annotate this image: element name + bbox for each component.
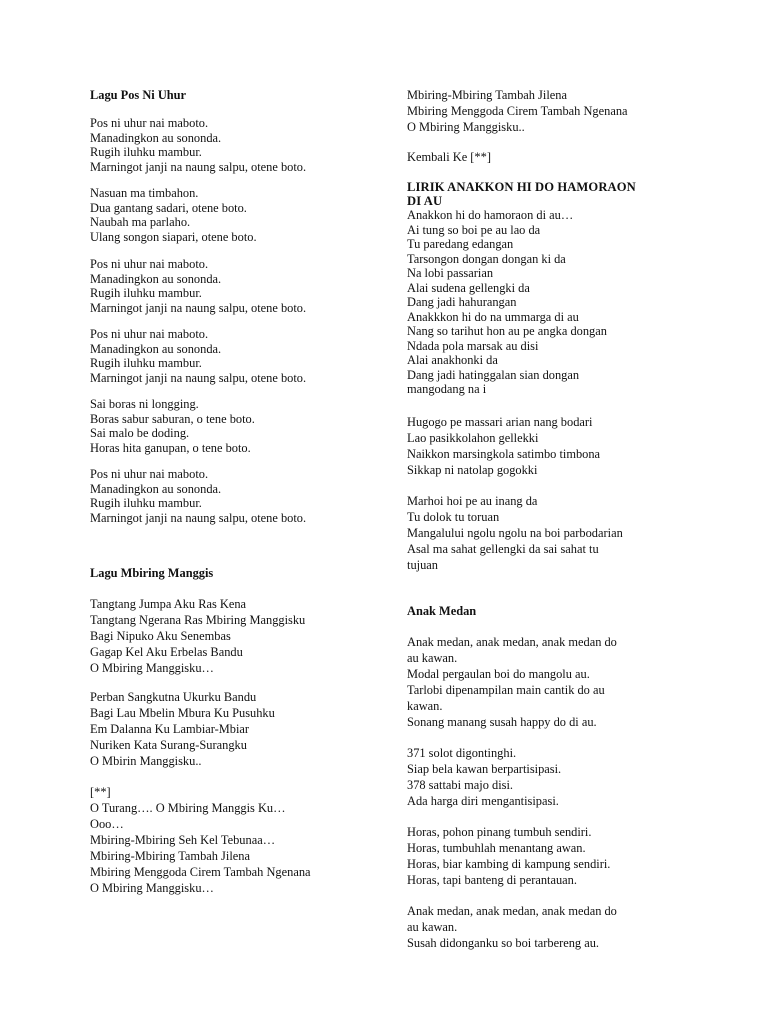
lyric-line: Marningot janji na naung salpu, otene boto.: [90, 300, 307, 315]
lyric-line: au kawan.: [407, 651, 458, 665]
lyric-line: Nuriken Kata Surang-Surangku: [90, 738, 247, 752]
lyric-line: Dua gantang sadari, otene boto.: [90, 200, 247, 215]
lyric-line: Anak medan, anak medan, anak medan do: [407, 635, 617, 649]
stanza: [90, 689, 380, 769]
lyric-line: O Turang…. O Mbiring Manggis Ku…: [90, 801, 286, 815]
lyric-line: Horas, tapi banteng di perantauan.: [407, 873, 577, 887]
lyric-line: Na lobi passarian: [407, 266, 494, 280]
stanza: [407, 824, 697, 888]
song-title-line: LIRIK ANAKKON HI DO HAMORAON: [407, 180, 636, 194]
lyric-line: Anak medan, anak medan, anak medan do: [407, 904, 617, 918]
stanza: [407, 87, 697, 135]
lyric-line: Tangtang Ngerana Ras Mbiring Manggisku: [90, 613, 306, 627]
lyric-line: Tu dolok tu toruan: [407, 510, 500, 524]
lyric-line: Sonang manang susah happy do di au.: [407, 715, 597, 729]
lyric-line: Rugih iluhku mambur.: [90, 356, 202, 370]
stanza: [407, 493, 697, 573]
lyric-line: Mbiring-Mbiring Seh Kel Tebunaa…: [90, 833, 276, 847]
lyric-line: au kawan.: [407, 920, 458, 934]
lyric-line: Lao pasikkolahon gellekki: [407, 431, 539, 445]
song-title-anakkon-hi-do-hamoraon: [407, 180, 697, 208]
lyric-line: Mbiring Menggoda Cirem Tambah Ngenana: [90, 865, 311, 879]
lyric-line: Rugih iluhku mambur.: [90, 496, 202, 510]
lyric-line: Sikkap ni natolap gogokki: [407, 463, 538, 477]
lyric-line: Nasuan ma timbahon.: [90, 186, 199, 200]
song-title-mbiring-manggis: Lagu Mbiring Manggis: [90, 566, 214, 580]
song-title-anak-medan: Anak Medan: [407, 604, 477, 618]
stanza: [90, 186, 380, 244]
lyric-line: Pos ni uhur nai maboto.: [90, 257, 209, 271]
lyric-line: Anakkkon hi do na ummarga di au: [407, 309, 579, 324]
lyric-line: Marhoi hoi pe au inang da: [407, 494, 538, 508]
lyric-line: Tarsongon dongan dongan ki da: [407, 251, 566, 266]
lyric-line: 378 sattabi majo disi.: [407, 778, 513, 792]
lyric-line: Ai tung so boi pe au lao da: [407, 222, 541, 237]
lyric-line: Susah didonganku so boi tarbereng au.: [407, 936, 600, 950]
lyric-line: Sai malo be doding.: [90, 426, 190, 440]
lyric-line: Marningot janji na naung salpu, otene boto.: [90, 370, 307, 385]
lyric-line: Em Dalanna Ku Lambiar-Mbiar: [90, 722, 250, 736]
lyric-line: Mbiring-Mbiring Tambah Jilena: [90, 849, 250, 863]
stanza: [90, 397, 380, 455]
stanza: [90, 596, 380, 676]
lyric-line: Siap bela kawan berpartisipasi.: [407, 762, 562, 776]
lyric-line: Ooo…: [90, 817, 124, 831]
lyric-line: Horas, tumbuhlah menantang awan.: [407, 841, 586, 855]
lyric-line: Manadingkon au sononda.: [90, 341, 222, 356]
lyric-line: Mangalului ngolu ngolu na boi parbodarian: [407, 526, 623, 540]
lyric-line: O Mbiring Manggisku…: [90, 661, 214, 675]
lyric-line: Boras sabur saburan, o tene boto.: [90, 411, 255, 426]
lyric-line: Pos ni uhur nai maboto.: [90, 116, 209, 130]
stanza: [407, 903, 697, 951]
repeat-instruction: Kembali Ke [**]: [407, 150, 491, 164]
lyric-line: Dang jadi hahurangan: [407, 295, 517, 309]
lyric-line: Naubah ma parlaho.: [90, 215, 191, 229]
lyric-line: Anakkon hi do hamoraon di au…: [407, 208, 574, 222]
lyric-line: kawan.: [407, 699, 443, 713]
lyric-line: Gagap Kel Aku Erbelas Bandu: [90, 645, 243, 659]
stanza: [90, 467, 380, 525]
lyric-line: Marningot janji na naung salpu, otene boto.: [90, 159, 307, 174]
lyric-line: Manadingkon au sononda.: [90, 271, 222, 286]
stanza: [90, 784, 380, 896]
lyric-line: Horas, biar kambing di kampung sendiri.: [407, 857, 611, 871]
stanza: [90, 327, 380, 385]
lyric-line: O Mbiring Manggisku…: [90, 881, 214, 895]
lyric-line: Naikkon marsingkola satimbo timbona: [407, 447, 601, 461]
lyric-line: Alai anakhonki da: [407, 353, 498, 367]
lyric-line: Tu paredang edangan: [407, 237, 514, 251]
lyric-line: Perban Sangkutna Ukurku Bandu: [90, 690, 257, 704]
lyric-line: 371 solot digontinghi.: [407, 746, 517, 760]
lyric-line: Mbiring-Mbiring Tambah Jilena: [407, 88, 567, 102]
stanza: [407, 634, 697, 730]
lyric-line: Mbiring Menggoda Cirem Tambah Ngenana: [407, 104, 628, 118]
stanza: [407, 414, 697, 478]
lyric-line: tujuan: [407, 558, 438, 572]
lyric-line: Alai sudena gellengki da: [407, 280, 530, 295]
lyric-line: Hugogo pe massari arian nang bodari: [407, 415, 593, 429]
lyric-line: mangodang na i: [407, 382, 487, 396]
lyric-line: Ada harga diri mengantisipasi.: [407, 794, 559, 808]
lyric-line: Tangtang Jumpa Aku Ras Kena: [90, 597, 247, 611]
lyric-line: Ulang songon siapari, otene boto.: [90, 229, 257, 244]
lyric-line: Modal pergaulan boi do mangolu au.: [407, 667, 590, 681]
lyric-line: Ndada pola marsak au disi: [407, 338, 539, 353]
lyric-line: Rugih iluhku mambur.: [90, 286, 202, 300]
lyric-line: O Mbiring Manggisku..: [407, 120, 525, 134]
lyric-line: Bagi Nipuko Aku Senembas: [90, 629, 231, 643]
lyric-line: Tarlobi dipenampilan main cantik do au: [407, 683, 605, 697]
lyric-line: Bagi Lau Mbelin Mbura Ku Pusuhku: [90, 706, 275, 720]
lyric-line: Sai boras ni longging.: [90, 397, 199, 411]
stanza: [90, 257, 380, 315]
lyric-line: Manadingkon au sononda.: [90, 130, 222, 145]
lyric-line: O Mbirin Manggisku..: [90, 754, 202, 768]
lyric-line: Nang so tarihut hon au pe angka dongan: [407, 324, 607, 338]
song-title-pos-ni-uhur: Lagu Pos Ni Uhur: [90, 88, 187, 102]
stanza: [90, 116, 380, 174]
lyric-line: Horas hita ganupan, o tene boto.: [90, 440, 251, 455]
lyric-line: Marningot janji na naung salpu, otene boto.: [90, 510, 307, 525]
stanza: [407, 208, 697, 397]
lyric-line: Asal ma sahat gellengki da sai sahat tu: [407, 542, 599, 556]
song-title-line: DI AU: [407, 194, 443, 208]
lyric-line: Pos ni uhur nai maboto.: [90, 327, 209, 341]
lyric-line: Horas, pohon pinang tumbuh sendiri.: [407, 825, 592, 839]
lyric-line: Manadingkon au sononda.: [90, 481, 222, 496]
lyric-line: [**]: [90, 785, 111, 799]
stanza: [407, 745, 697, 809]
lyric-line: Pos ni uhur nai maboto.: [90, 467, 209, 481]
lyric-line: Dang jadi hatinggalan sian dongan: [407, 367, 580, 382]
lyric-line: Rugih iluhku mambur.: [90, 145, 202, 159]
